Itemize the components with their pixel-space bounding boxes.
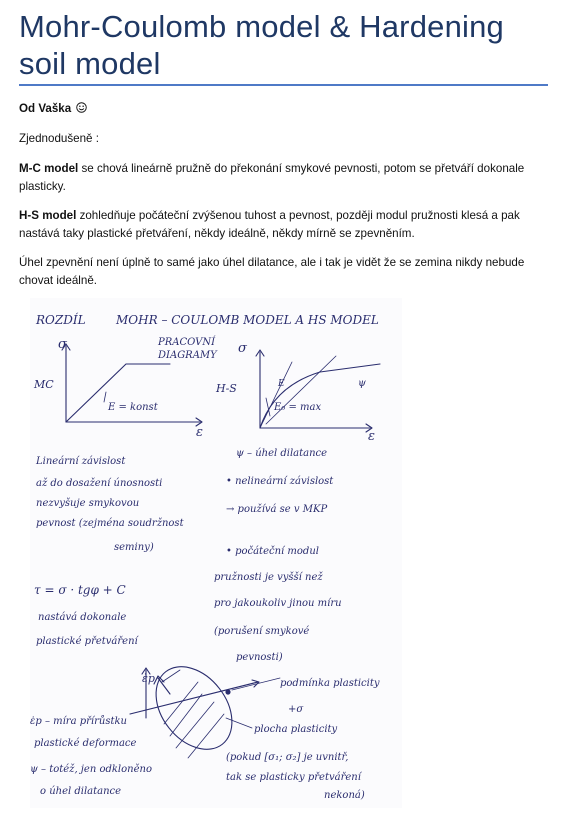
mc-text: se chová lineárně pružně do překonání smykové pevnosti, potom se přetváří dokonale plasticky.: [19, 162, 525, 193]
hs-tangent-2: [266, 356, 336, 424]
hs-sigma-label: σ: [238, 341, 247, 356]
mc-eps-label: ε: [196, 425, 203, 440]
note-left-10: plastické deformace: [34, 738, 137, 749]
author-text: Od Vaška: [19, 102, 72, 115]
mc-curve: [66, 364, 170, 422]
yield-eps-label: ε̇p: [142, 672, 155, 685]
yield-ellipse: [140, 652, 247, 764]
note-left-3: nezvyšuje smykovou: [36, 498, 140, 509]
note-right-3: → používá se v MKP: [226, 504, 328, 515]
hs-psi-label: ψ: [358, 378, 366, 389]
note-left-4: pevnost (zejména soudržnost: [36, 518, 184, 529]
note-right-7: (porušení smykové: [214, 626, 310, 637]
note-left-12: o úhel dilatance: [40, 786, 122, 797]
yield-surface-label: plocha plasticity: [254, 724, 338, 735]
note-left-8: plastické přetváření: [36, 636, 138, 647]
note-left-2: až do dosažení únosnosti: [36, 478, 163, 489]
hs-curve: [260, 364, 380, 428]
hs-tangent-1: [260, 362, 292, 428]
mc-const-label: E = konst: [108, 402, 158, 413]
mc-pointer: [104, 392, 106, 402]
sketch-header-left: ROZDÍL: [36, 313, 86, 327]
handwritten-notes-image: [30, 298, 402, 808]
hs-eps-label: ε: [368, 429, 375, 444]
note-left-6: τ = σ · tgφ + C: [34, 583, 126, 597]
hs-axes: [260, 352, 370, 428]
mc-paragraph: [19, 160, 544, 196]
note-left-1: Lineární závislost: [36, 456, 126, 467]
note-left-7: nastává dokonale: [38, 612, 127, 623]
note-right-1: ψ – úhel dilatance: [236, 448, 328, 459]
note-right-6: pro jakoukoliv jinou míru: [214, 598, 342, 609]
hs-text: zohledňuje počáteční zvýšenou tuhost a pevnost, později modul pružnosti klesá a pak nastává taky plastické přetváření, někdy ideálně, někdy mírně se zpevněním.: [19, 209, 520, 240]
yield-note-1: (pokud [σ₁; σ₂] je uvnitř,: [226, 752, 349, 763]
yield-note-3: nekoná): [324, 790, 365, 801]
yield-point: [225, 689, 230, 694]
note-left-11: ψ – totéž, jen odkloněno: [30, 764, 152, 775]
yield-arrow-psi: [162, 670, 180, 682]
yield-pointer: [232, 678, 280, 690]
sketch-diagram-label-2: DIAGRAMY: [158, 350, 217, 361]
author-line: [19, 100, 544, 118]
simplified-label: Zjednodušeně :: [19, 132, 99, 145]
note-paragraph: Úhel zpevnění není úplně to samé jako úhel dilatance, ale i tak je vidět že se zemina nikdy nebude chovat ideálně.: [19, 256, 525, 287]
smiley-icon: [76, 102, 87, 113]
hs-paragraph: [19, 207, 544, 243]
yield-condition-label: podmínka plasticity: [280, 678, 380, 689]
hs-emax-label: E₀ = max: [274, 402, 322, 413]
sketch-header-main: MOHR – COULOMB MODEL A HS MODEL: [116, 313, 379, 327]
note-right-2: • nelineární závislost: [226, 476, 334, 487]
note-right-5: pružnosti je vyšší než: [214, 572, 323, 583]
yield-note-2: tak se plasticky přetváření: [226, 772, 361, 783]
mc-model-label: MC: [34, 378, 54, 391]
hs-e-label: E: [278, 379, 285, 389]
mc-sigma-label: σ: [58, 337, 67, 352]
title-underline: [19, 84, 548, 86]
hs-term: H-S model: [19, 209, 77, 222]
note-left-9: ε̇p – míra přírůstku: [30, 716, 127, 727]
yield-surface-pointer: [226, 718, 252, 728]
page-title: Mohr-Coulomb model & Hardening soil model: [19, 9, 505, 81]
note-right-4: • počáteční modul: [226, 546, 319, 557]
note-right-8: pevnosti): [236, 652, 283, 663]
yield-sigma-label: +σ: [288, 704, 304, 715]
hs-model-label: H-S: [216, 382, 237, 395]
yield-axis-x: [130, 680, 259, 714]
note-left-5: seminy): [114, 542, 154, 553]
mc-term: M-C model: [19, 162, 79, 175]
sketch-diagram-label-1: PRACOVNÍ: [158, 337, 216, 348]
